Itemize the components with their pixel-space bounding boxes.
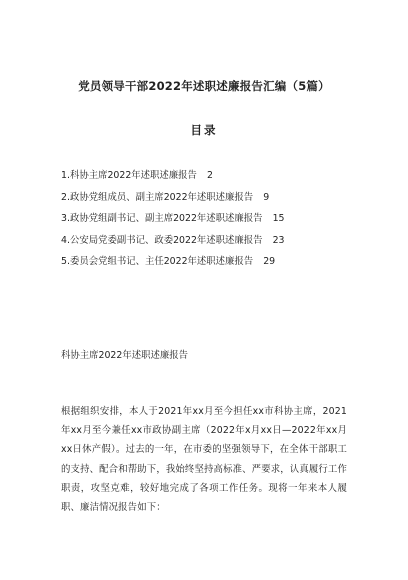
toc-item[interactable] [61, 187, 285, 209]
toc-item-page: 15 [272, 213, 285, 224]
toc-item[interactable] [61, 251, 285, 273]
toc-item-page: 2 [206, 170, 213, 181]
toc-item[interactable] [61, 208, 285, 230]
document-title: 党员领导干部2022年述职述廉报告汇编（5篇） [78, 79, 330, 93]
toc-item-page: 29 [263, 256, 276, 267]
toc-item-title: 5.委员会党组书记、主任2022年述职述廉报告 [61, 256, 254, 267]
toc-heading: 目录 [190, 123, 218, 137]
toc-item-title: 4.公安局党委副书记、政委2022年述职述廉报告 [61, 234, 263, 246]
toc-item-page: 9 [263, 191, 270, 203]
toc-item-title: 1.科协主席2022年述职述廉报告 [61, 170, 197, 181]
toc-item-title: 3.政协党组副书记、副主席2022年述职述廉报告 [61, 213, 263, 224]
section-heading: 科协主席2022年述职述廉报告 [61, 350, 188, 361]
toc-item[interactable] [61, 165, 285, 187]
toc-item-title: 2.政协党组成员、副主席2022年述职述廉报告 [61, 191, 254, 203]
table-of-contents [61, 165, 285, 273]
toc-item-page: 23 [272, 234, 285, 246]
body-paragraph: 根据组织安排，本人于2021年xx月至今担任xx市科协主席，2021年xx月至今兼任xx市政协副主席（2022年x月xx日—2022年xx月xx日休产假）。过去的一年，在市委的坚强领导下，在全体干部职工的支持、配合和帮助下，我始终坚持高标准、严要求，认真履行工作职责，攻坚克难，较好地完成了各项工作任务。现将一年来本人履职、廉洁情况报告如下： [61, 406, 347, 514]
toc-item[interactable] [61, 230, 285, 252]
